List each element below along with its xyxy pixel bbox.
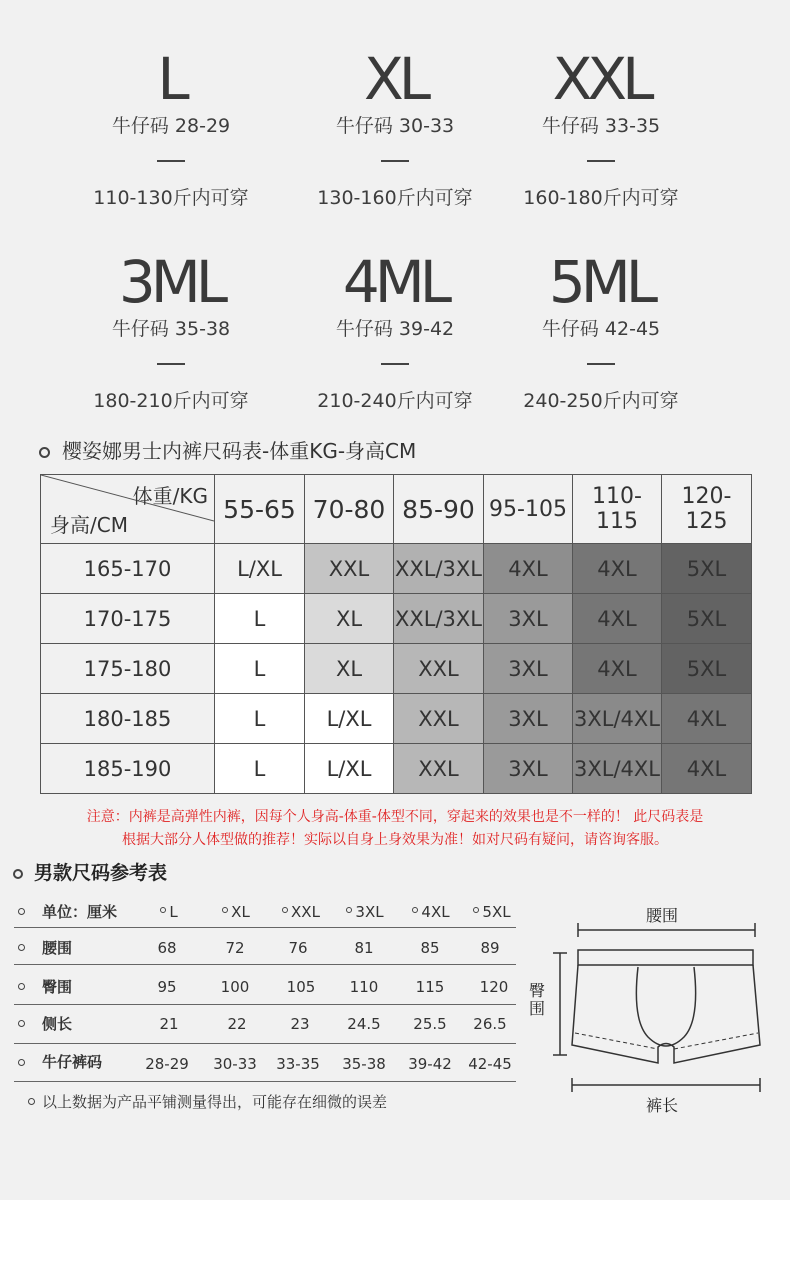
reference-row-jeans-size xyxy=(14,1046,516,1082)
size-cell: 4XL xyxy=(662,744,752,794)
value-cell: 23 xyxy=(290,1015,310,1033)
divider xyxy=(14,1004,516,1005)
size-chart-title: 樱姿娜男士内裤尺码表-体重KG-身高CM xyxy=(62,439,417,463)
size-cell: XL xyxy=(305,594,394,644)
size-cell: L/XL xyxy=(305,744,394,794)
notice-line: 注意：内裤是高弹性内裤，因每个人身高-体重-体型不同，穿起来的效果也是不一样的！ 此尺码表是 xyxy=(86,809,704,825)
row-label: 臀围 xyxy=(42,978,73,996)
size-col-header xyxy=(139,894,199,930)
size-cell: L/XL xyxy=(305,694,394,744)
reference-row-side-length xyxy=(14,1006,516,1042)
size-label: XXL xyxy=(291,903,320,921)
size-col-header xyxy=(271,894,331,930)
weight-header: 120-125 xyxy=(662,475,752,544)
value-cell: 25.5 xyxy=(413,1015,447,1033)
size-chart-table xyxy=(40,474,752,794)
size-cell: 4XL xyxy=(573,644,662,694)
size-cell: L xyxy=(215,694,305,744)
value-cell: 22 xyxy=(227,1015,247,1033)
size-cell: 5XL xyxy=(662,644,752,694)
size-label: 4XL xyxy=(421,903,450,921)
size-cell: 3XL xyxy=(484,694,573,744)
divider xyxy=(157,160,185,162)
weight-axis-label: 体重/KG xyxy=(132,484,208,508)
jeans-size: 牛仔码 28-29 xyxy=(111,115,231,137)
size-cell: XXL/3XL xyxy=(394,544,484,594)
bullet-icon xyxy=(18,983,25,990)
row-label: 腰围 xyxy=(42,939,73,957)
size-cell: 4XL xyxy=(573,594,662,644)
size-card-4ml xyxy=(285,248,505,413)
boxer-outline-icon xyxy=(540,895,775,1125)
value-cell: 120 xyxy=(479,978,509,996)
value-cell: 68 xyxy=(157,939,177,957)
size-card-3ml xyxy=(61,248,281,413)
value-cell: 42-45 xyxy=(468,1055,512,1073)
bullet-icon xyxy=(222,907,228,913)
weight-range: 240-250斤内可穿 xyxy=(523,390,679,412)
value-cell: 28-29 xyxy=(145,1055,189,1073)
size-label: 3XL xyxy=(355,903,384,921)
divider xyxy=(587,363,615,365)
bullet-icon xyxy=(473,907,479,913)
length-label: 裤长 xyxy=(646,1096,679,1115)
divider xyxy=(587,160,615,162)
size-cell: L xyxy=(215,644,305,694)
size-col-header xyxy=(206,894,266,930)
size-cell: 4XL xyxy=(662,694,752,744)
size-cell: 4XL xyxy=(573,544,662,594)
hip-label: 围 xyxy=(529,999,546,1018)
reference-row-hip xyxy=(14,969,516,1005)
jeans-size: 牛仔码 35-38 xyxy=(111,318,231,340)
divider xyxy=(14,964,516,965)
table-corner xyxy=(41,475,215,544)
size-letter: 5ML xyxy=(548,248,654,316)
size-cell: XL xyxy=(305,644,394,694)
weight-range: 130-160斤内可穿 xyxy=(317,187,473,209)
height-cell: 185-190 xyxy=(41,744,215,794)
bullet-icon xyxy=(412,907,418,913)
size-card-5ml xyxy=(491,248,711,413)
weight-header: 95-105 xyxy=(484,475,573,544)
height-cell: 175-180 xyxy=(41,644,215,694)
size-letter: XL xyxy=(363,45,427,113)
divider xyxy=(381,160,409,162)
divider xyxy=(14,927,516,928)
reference-row-waist xyxy=(14,930,516,966)
weight-range: 210-240斤内可穿 xyxy=(317,390,473,412)
value-cell: 26.5 xyxy=(473,1015,507,1033)
notice-line: 根据大部分人体型做的推荐！实际以自身上身效果为准！如对尺码有疑问，请咨询客服。 xyxy=(122,832,668,848)
size-cell: L/XL xyxy=(215,544,305,594)
value-cell: 100 xyxy=(220,978,250,996)
value-cell: 24.5 xyxy=(347,1015,381,1033)
hip-label: 臀 xyxy=(529,981,546,1000)
reference-header-row xyxy=(14,894,516,930)
bullet-icon xyxy=(282,907,288,913)
jeans-size: 牛仔码 30-33 xyxy=(335,115,455,137)
value-cell: 95 xyxy=(157,978,177,996)
value-cell: 76 xyxy=(288,939,308,957)
bullet-icon xyxy=(18,1059,25,1066)
size-cell: XXL xyxy=(394,644,484,694)
size-cell: 3XL xyxy=(484,744,573,794)
bullet-icon xyxy=(39,447,50,458)
value-cell: 30-33 xyxy=(213,1055,257,1073)
bullet-icon xyxy=(28,1098,35,1105)
table-row xyxy=(41,644,752,694)
value-cell: 81 xyxy=(354,939,374,957)
divider xyxy=(14,1081,516,1082)
size-cell: XXL xyxy=(305,544,394,594)
size-cell: XXL xyxy=(394,744,484,794)
value-cell: 110 xyxy=(349,978,379,996)
jeans-size: 牛仔码 39-42 xyxy=(335,318,455,340)
size-col-header xyxy=(401,894,461,930)
value-cell: 85 xyxy=(420,939,440,957)
value-cell: 72 xyxy=(225,939,245,957)
size-letter: 4ML xyxy=(342,248,448,316)
size-cell: 5XL xyxy=(662,594,752,644)
size-cell: 5XL xyxy=(662,544,752,594)
waist-label: 腰围 xyxy=(646,906,679,925)
size-cell: 3XL xyxy=(484,644,573,694)
size-cell: L xyxy=(215,744,305,794)
bullet-icon xyxy=(18,944,25,951)
divider xyxy=(157,363,185,365)
size-card-xl xyxy=(285,45,505,210)
size-label: 5XL xyxy=(482,903,511,921)
bullet-icon xyxy=(13,869,23,879)
size-card-l xyxy=(61,45,281,210)
weight-range: 160-180斤内可穿 xyxy=(523,187,679,209)
bullet-icon xyxy=(18,1020,25,1027)
jeans-size: 牛仔码 42-45 xyxy=(541,318,661,340)
value-cell: 89 xyxy=(480,939,500,957)
weight-header: 110-115 xyxy=(573,475,662,544)
size-cell: 3XL xyxy=(484,594,573,644)
jeans-size: 牛仔码 33-35 xyxy=(541,115,661,137)
bullet-icon xyxy=(160,907,166,913)
weight-range: 110-130斤内可穿 xyxy=(93,187,249,209)
row-label: 侧长 xyxy=(42,1015,73,1033)
table-row xyxy=(41,594,752,644)
table-row xyxy=(41,744,752,794)
bullet-icon xyxy=(18,908,25,915)
size-cell: XXL/3XL xyxy=(394,594,484,644)
row-label: 牛仔裤码 xyxy=(42,1053,103,1071)
height-cell: 165-170 xyxy=(41,544,215,594)
size-card-xxl xyxy=(491,45,711,210)
size-cell: XXL xyxy=(394,694,484,744)
value-cell: 105 xyxy=(286,978,316,996)
weight-header: 85-90 xyxy=(394,475,484,544)
size-label: L xyxy=(169,903,178,921)
fit-notice xyxy=(0,806,790,852)
divider xyxy=(381,363,409,365)
value-cell: 33-35 xyxy=(276,1055,320,1073)
reference-table-title: 男款尺码参考表 xyxy=(34,862,168,884)
height-cell: 170-175 xyxy=(41,594,215,644)
value-cell: 35-38 xyxy=(342,1055,386,1073)
boxer-measurement-diagram xyxy=(529,895,775,1125)
size-col-header xyxy=(335,894,395,930)
size-cell: 3XL/4XL xyxy=(573,744,662,794)
size-col-header xyxy=(462,894,522,930)
weight-header: 55-65 xyxy=(215,475,305,544)
size-cell: 3XL/4XL xyxy=(573,694,662,744)
size-letter: L xyxy=(157,45,185,113)
size-letter: 3ML xyxy=(118,248,224,316)
value-cell: 21 xyxy=(159,1015,179,1033)
size-letter: XXL xyxy=(552,45,650,113)
weight-range: 180-210斤内可穿 xyxy=(93,390,249,412)
weight-header: 70-80 xyxy=(305,475,394,544)
size-cell: L xyxy=(215,594,305,644)
table-row xyxy=(41,694,752,744)
table-row xyxy=(41,544,752,594)
unit-label: 单位：厘米 xyxy=(42,903,118,921)
height-axis-label: 身高/CM xyxy=(50,513,128,537)
value-cell: 39-42 xyxy=(408,1055,452,1073)
measurement-footnote: 以上数据为产品平铺测量得出，可能存在细微的误差 xyxy=(42,1093,388,1111)
bullet-icon xyxy=(346,907,352,913)
size-cell: 4XL xyxy=(484,544,573,594)
value-cell: 115 xyxy=(415,978,445,996)
height-cell: 180-185 xyxy=(41,694,215,744)
size-label: XL xyxy=(231,903,250,921)
